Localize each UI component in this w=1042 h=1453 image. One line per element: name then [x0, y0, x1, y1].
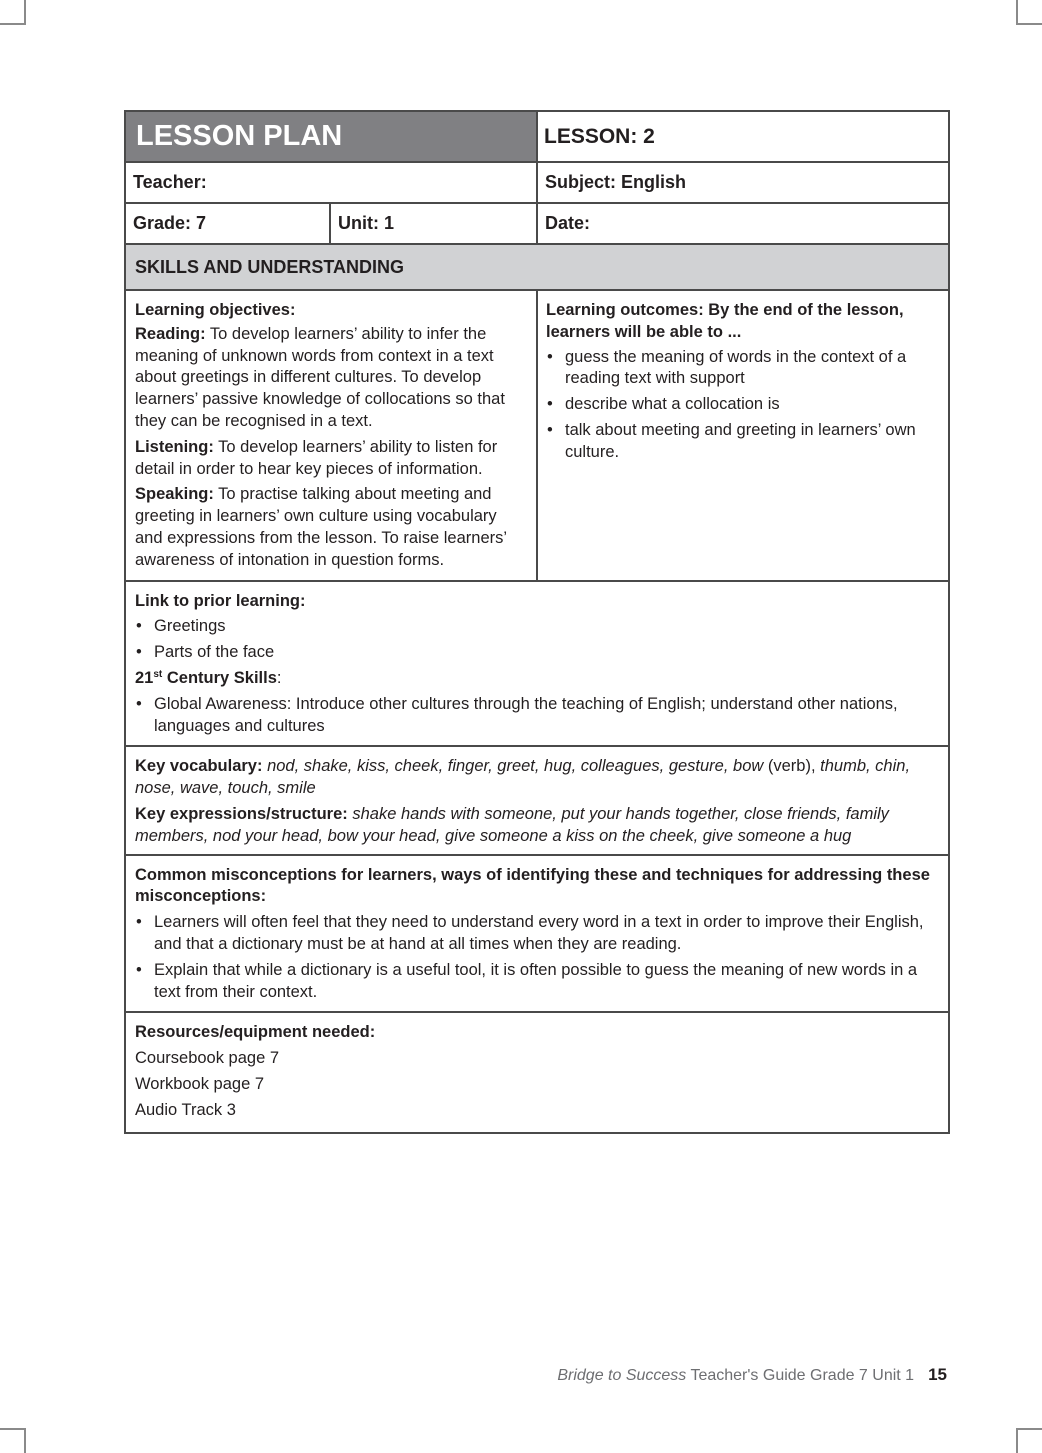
century-skills-list: [135, 694, 940, 738]
objective-reading: [135, 324, 528, 433]
lesson-number: LESSON: 2: [537, 111, 949, 162]
learning-objectives-cell: [125, 290, 537, 581]
book-title: Bridge to Success: [557, 1367, 687, 1384]
speaking-label: Speaking:: [135, 485, 214, 504]
page-number: 15: [928, 1365, 947, 1384]
lesson-plan-title: LESSON PLAN: [125, 111, 537, 162]
objectives-heading: Learning objectives:: [135, 301, 296, 319]
resource-item: Workbook page 7: [135, 1074, 265, 1093]
crop-mark-top-left-v: [24, 0, 26, 25]
lesson-plan-table: [124, 110, 950, 1134]
date-field: Date:: [537, 203, 949, 244]
crop-mark-top-right-v: [1016, 0, 1018, 25]
learning-outcomes-cell: [537, 290, 949, 581]
crop-mark-top-right-h: [1016, 23, 1042, 25]
crop-mark-bottom-right-h: [1016, 1428, 1042, 1430]
skills-section-heading: SKILLS AND UNDERSTANDING: [125, 244, 949, 290]
prior-learning-list: [135, 616, 940, 664]
grade-field: Grade: 7: [125, 203, 330, 244]
key-expressions: Key expressions/structure: shake hands with someone, put your hands together, close friends, family members, nod your head, bow your head, give someone a kiss on the cheek, give someone a hug: [135, 804, 889, 845]
resource-item: Audio Track 3: [135, 1100, 236, 1119]
reading-text: To develop learners’ ability to infer the meaning of unknown words from context in a text about greetings in different cultures. To develop learners’ passive knowledge of collocations so that they can be recognised in a text.: [135, 324, 505, 430]
resource-item: Coursebook page 7: [135, 1049, 280, 1068]
outcomes-list: [546, 347, 940, 464]
outcome-item: • talk about meeting and greeting in learners’ own culture.: [546, 420, 940, 464]
subject-field: Subject: English: [537, 162, 949, 203]
crop-mark-bottom-left-h: [0, 1428, 26, 1430]
outcome-item: • guess the meaning of words in the context of a reading text with support: [546, 347, 940, 391]
misconceptions-heading: Common misconceptions for learners, ways of identifying these and techniques for addressing these misconceptions:: [135, 865, 930, 906]
speaking-text: To practise talking about meeting and greeting in learners’ own culture using vocabulary and expressions from the lesson. To raise learners’ awareness of intonation in question forms.: [135, 485, 507, 569]
outcome-item: • describe what a collocation is: [546, 394, 940, 416]
crop-mark-top-left-h: [0, 23, 26, 25]
resources-cell: [125, 1012, 949, 1132]
unit-field: Unit: 1: [330, 203, 537, 244]
misconceptions-cell: [125, 855, 949, 1013]
prior-learning-item: • Greetings: [135, 616, 940, 638]
key-vocabulary: Key vocabulary: nod, shake, kiss, cheek, finger, greet, hug, colleagues, gesture, bow (verb), thumb, chin, nose, wave, touch, smile: [135, 757, 911, 798]
crop-mark-bottom-right-v: [1016, 1428, 1018, 1453]
century-skills-heading: 21st Century Skills:: [135, 668, 282, 687]
misconceptions-list: [135, 912, 940, 1003]
vocabulary-cell: [125, 746, 949, 854]
teacher-field: Teacher:: [125, 162, 537, 203]
page-footer: [557, 1365, 947, 1385]
reading-label: Reading:: [135, 324, 206, 343]
prior-learning-item: • Parts of the face: [135, 642, 940, 664]
century-skill-item: • Global Awareness: Introduce other cultures through the teaching of English; understand other nations, languages and cultures: [135, 694, 940, 738]
objective-speaking: [135, 484, 528, 571]
resources-heading: Resources/equipment needed:: [135, 1023, 376, 1042]
listening-label: Listening:: [135, 437, 214, 456]
objective-listening: [135, 437, 528, 481]
misconception-item: • Explain that while a dictionary is a useful tool, it is often possible to guess the meaning of new words in a text from their context.: [135, 960, 940, 1004]
prior-learning-heading: Link to prior learning:: [135, 591, 306, 610]
guide-text: Teacher's Guide Grade 7 Unit 1: [686, 1367, 915, 1384]
misconception-item: • Learners will often feel that they need to understand every word in a text in order to improve their English, and that a dictionary must be at hand at all times when they are reading.: [135, 912, 940, 956]
listening-text: To develop learners’ ability to listen for detail in order to hear key pieces of information.: [135, 437, 498, 478]
prior-learning-cell: [125, 581, 949, 747]
crop-mark-bottom-left-v: [24, 1428, 26, 1453]
outcomes-heading: Learning outcomes: By the end of the lesson, learners will be able to ...: [546, 301, 904, 341]
